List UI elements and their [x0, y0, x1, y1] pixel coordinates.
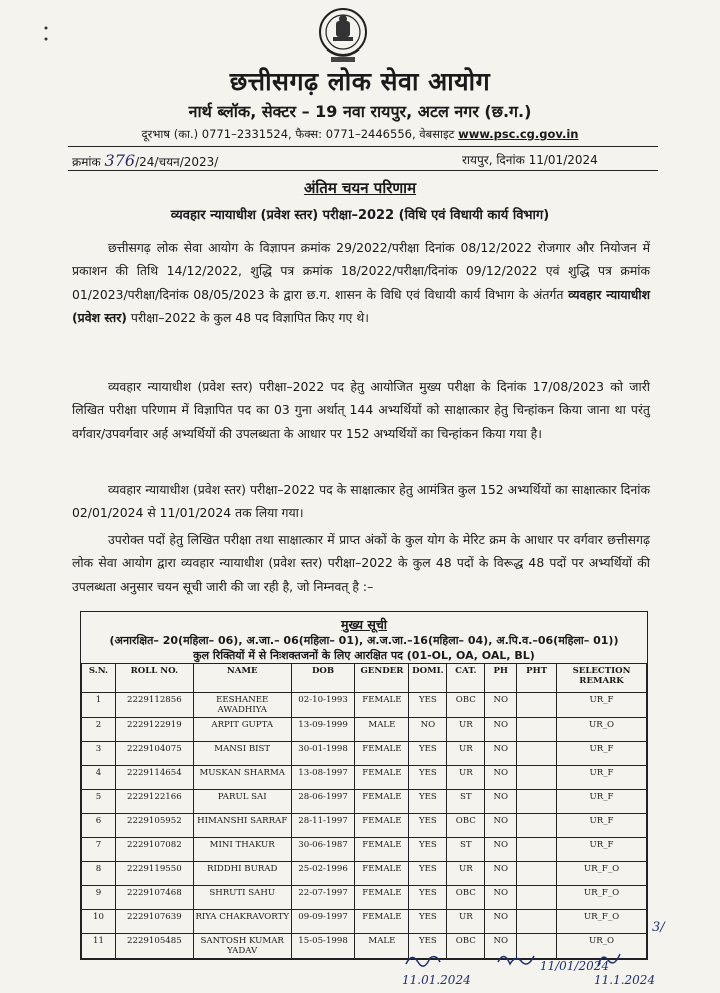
table-cell: 28-06-1997	[291, 790, 355, 814]
table-row	[82, 790, 647, 814]
reference-divider	[68, 170, 658, 171]
table-cell: SHRUTI SAHU	[193, 886, 291, 910]
table-cell: FEMALE	[355, 814, 409, 838]
table-cell: YES	[409, 934, 447, 959]
table-cell: UR_O	[557, 718, 647, 742]
table-cell: YES	[409, 910, 447, 934]
p1-text-b: परीक्षा–2022 के कुल 48 पद विज्ञापित किए गए थे।	[130, 310, 369, 326]
table-cell: 7	[82, 838, 116, 862]
table-cell	[517, 838, 557, 862]
table-cell: 2229107468	[115, 886, 193, 910]
table-cell: NO	[485, 718, 517, 742]
table-cell: 2229122919	[115, 718, 193, 742]
table-cell: FEMALE	[355, 693, 409, 718]
table-cell: UR	[447, 766, 485, 790]
paragraph-3: व्यवहार न्यायाधीश (प्रवेश स्तर) परीक्षा–2022 पद के साक्षात्कार हेतु आमंत्रित कुल 152 अभ्यर्थियों का साक्षात्कार दिनांक 02/01/2024 से 11/01/2024 तक लिया गया।	[72, 482, 650, 521]
table-cell: SANTOSH KUMAR YADAV	[193, 934, 291, 959]
table-cell	[517, 814, 557, 838]
selection-list-title: मुख्य सूची	[340, 617, 387, 632]
table-cell: UR	[447, 742, 485, 766]
column-header: ROLL NO.	[115, 664, 193, 693]
table-cell: 25-02-1996	[291, 862, 355, 886]
table-cell: 9	[82, 886, 116, 910]
table-cell: MINI THAKUR	[193, 838, 291, 862]
table-row	[82, 886, 647, 910]
signature-scribble-icon	[402, 950, 442, 970]
table-row	[82, 766, 647, 790]
column-header: DOB	[291, 664, 355, 693]
selection-table	[81, 663, 647, 959]
page-subtitle: व्यवहार न्यायाधीश (प्रवेश स्तर) परीक्षा–2022 (विधि एवं विधायी कार्य विभाग)	[170, 208, 550, 223]
table-cell: NO	[485, 862, 517, 886]
table-cell	[517, 862, 557, 886]
table-cell: YES	[409, 693, 447, 718]
table-row	[82, 742, 647, 766]
table-cell: 2229107082	[115, 838, 193, 862]
table-cell: FEMALE	[355, 742, 409, 766]
signature-1	[402, 950, 471, 987]
table-cell: 28-11-1997	[291, 814, 355, 838]
contact-text: दूरभाष (का.) 0771–2331524, फैक्स: 0771–2446556, वेबसाइट	[141, 127, 455, 141]
signature-3	[594, 950, 655, 987]
table-cell: 2229107639	[115, 910, 193, 934]
table-cell: MALE	[355, 718, 409, 742]
table-cell: NO	[485, 742, 517, 766]
table-cell: 2229104075	[115, 742, 193, 766]
table-cell: UR	[447, 862, 485, 886]
table-cell: NO	[485, 790, 517, 814]
table-cell: FEMALE	[355, 862, 409, 886]
table-cell: 2229105485	[115, 934, 193, 959]
table-cell: 2229119550	[115, 862, 193, 886]
table-cell: HIMANSHI SARRAF	[193, 814, 291, 838]
table-cell: 13-08-1997	[291, 766, 355, 790]
table-cell: FEMALE	[355, 910, 409, 934]
table-cell: NO	[485, 934, 517, 959]
table-cell: 02-10-1993	[291, 693, 355, 718]
table-cell: YES	[409, 814, 447, 838]
table-cell: MUSKAN SHARMA	[193, 766, 291, 790]
table-cell: 1	[82, 693, 116, 718]
table-row	[82, 910, 647, 934]
column-header: DOMI.	[409, 664, 447, 693]
column-header: S.N.	[82, 664, 116, 693]
margin-note: 3/	[652, 920, 665, 935]
table-cell	[517, 718, 557, 742]
table-cell: NO	[485, 766, 517, 790]
state-emblem-icon	[317, 6, 369, 66]
signature-3-date: 11.1.2024	[594, 973, 656, 987]
table-cell: UR_F	[557, 814, 647, 838]
table-cell: UR_F	[557, 693, 647, 718]
table-cell: NO	[485, 814, 517, 838]
ref-handwritten-number: 376	[104, 151, 136, 170]
page-title: अंतिम चयन परिणाम	[303, 179, 417, 197]
column-header: PH	[485, 664, 517, 693]
table-cell: YES	[409, 886, 447, 910]
table-cell: YES	[409, 862, 447, 886]
table-cell: FEMALE	[355, 838, 409, 862]
margin-mark-icon	[44, 26, 48, 42]
table-cell: 15-05-1998	[291, 934, 355, 959]
table-cell: FEMALE	[355, 886, 409, 910]
table-cell: FEMALE	[355, 766, 409, 790]
column-header: CAT.	[447, 664, 485, 693]
table-cell: MANSI BIST	[193, 742, 291, 766]
table-cell: YES	[409, 838, 447, 862]
signature-2	[496, 950, 609, 973]
table-cell: OBC	[447, 886, 485, 910]
org-name: छत्तीसगढ़ लोक सेवा आयोग	[229, 67, 491, 96]
table-cell: NO	[485, 693, 517, 718]
table-cell: 22-07-1997	[291, 886, 355, 910]
table-cell: OBC	[447, 814, 485, 838]
table-cell: 2229122166	[115, 790, 193, 814]
signature-1-date: 11.01.2024	[402, 973, 471, 987]
paragraph-2: व्यवहार न्यायाधीश (प्रवेश स्तर) परीक्षा–2022 पद हेतु आयोजित मुख्य परीक्षा के दिनांक 17/08/2023 को जारी लिखित परीक्षा परिणाम में विज्ञापित पद का 03 गुना अर्थात् 144 अभ्यर्थियों को साक्षात्कार हेतु चिन्हांकन किया जाना था परंतु वर्गवार/उपवर्गवार अर्ह अभ्यर्थियों की उपलब्धता के आधार पर 152 अभ्यर्थियों का चिन्हांकन किया गया है।	[72, 379, 650, 441]
p1-text-a: छत्तीसगढ़ लोक सेवा आयोग के विज्ञापन क्रमांक 29/2022/परीक्षा दिनांक 08/12/2022 रोजगार और नियोजन में प्रकाशन की तिथि 14/12/2022, शुद्धि पत्र क्रमांक 18/2022/परीक्षा/दिनांक 09/12/2022 एवं शुद्धि पत्र क्रमांक 01/2023/परीक्षा/दिनांक 08/05/2023 के द्वारा छ.ग. शासन के विधि एवं विधायी कार्य विभाग के अंतर्गत	[72, 240, 650, 302]
column-header: NAME	[193, 664, 291, 693]
table-cell: ARPIT GUPTA	[193, 718, 291, 742]
table-cell	[517, 766, 557, 790]
org-contact	[0, 127, 720, 142]
table-cell: EESHANEE AWADHIYA	[193, 693, 291, 718]
table-cell: YES	[409, 766, 447, 790]
column-header: PHT	[517, 664, 557, 693]
table-cell: PARUL SAI	[193, 790, 291, 814]
table-cell: ST	[447, 790, 485, 814]
signature-2-date: 11/01/2024	[539, 959, 609, 973]
website-link[interactable]: www.psc.cg.gov.in	[458, 127, 579, 141]
table-cell: 11	[82, 934, 116, 959]
table-body	[82, 693, 647, 959]
table-cell: ST	[447, 838, 485, 862]
table-cell: YES	[409, 790, 447, 814]
table-cell: 09-09-1997	[291, 910, 355, 934]
table-cell	[517, 693, 557, 718]
table-cell	[517, 910, 557, 934]
ref-suffix: /24/चयन/2023/	[135, 155, 219, 169]
table-cell	[517, 790, 557, 814]
table-cell: OBC	[447, 693, 485, 718]
table-row	[82, 814, 647, 838]
table-cell: UR_F	[557, 790, 647, 814]
table-cell: 13-09-1999	[291, 718, 355, 742]
table-cell: UR	[447, 910, 485, 934]
table-row	[82, 693, 647, 718]
table-cell: UR_F_O	[557, 862, 647, 886]
table-cell: UR	[447, 718, 485, 742]
reference-number	[72, 151, 218, 170]
signature-scribble-icon	[496, 950, 536, 970]
table-cell: 6	[82, 814, 116, 838]
table-row	[82, 838, 647, 862]
table-cell: UR_F_O	[557, 910, 647, 934]
table-cell: 2229114654	[115, 766, 193, 790]
table-cell: 30-01-1998	[291, 742, 355, 766]
table-cell: MALE	[355, 934, 409, 959]
table-cell: 5	[82, 790, 116, 814]
table-cell: UR_F	[557, 742, 647, 766]
org-address: नार्थ ब्लॉक, सेक्टर – 19 नवा रायपुर, अटल नगर (छ.ग.)	[188, 102, 532, 121]
table-cell: OBC	[447, 934, 485, 959]
table-cell: 4	[82, 766, 116, 790]
table-cell: RIYA CHAKRAVORTY	[193, 910, 291, 934]
selection-list-reserved-note: कुल रिक्तियों में से निःशक्तजनों के लिए आरक्षित पद (01-OL, OA, OAL, BL)	[193, 649, 535, 662]
selection-list	[80, 611, 648, 960]
signature-scribble-icon	[594, 950, 624, 970]
table-row	[82, 718, 647, 742]
table-cell: NO	[485, 886, 517, 910]
table-cell: 3	[82, 742, 116, 766]
column-header: SELECTION REMARK	[557, 664, 647, 693]
table-cell: 8	[82, 862, 116, 886]
table-cell: UR_F	[557, 838, 647, 862]
header-divider	[68, 146, 658, 147]
table-header-row	[82, 664, 647, 693]
table-cell: 2	[82, 718, 116, 742]
table-cell: 10	[82, 910, 116, 934]
p1-bold: व्यवहार न्यायाधीश (प्रवेश स्तर)	[72, 286, 650, 326]
place-date: रायपुर, दिनांक 11/01/2024	[462, 153, 598, 167]
table-cell: NO	[409, 718, 447, 742]
table-cell: 2229112856	[115, 693, 193, 718]
selection-list-header	[81, 612, 647, 663]
ref-prefix: क्रमांक	[72, 155, 101, 169]
column-header: GENDER	[355, 664, 409, 693]
table-cell: UR_F	[557, 766, 647, 790]
table-cell: RIDDHI BURAD	[193, 862, 291, 886]
table-cell: 30-06-1987	[291, 838, 355, 862]
table-cell: UR_O	[557, 934, 647, 959]
table-cell: NO	[485, 910, 517, 934]
table-cell	[517, 742, 557, 766]
paragraph-4: उपरोक्त पदों हेतु लिखित परीक्षा तथा साक्षात्कार में प्राप्त अंकों के कुल योग के मेरिट क्रम के आधार पर वर्गवार छत्तीसगढ़ लोक सेवा आयोग द्वारा व्यवहार न्यायाधीश (प्रवेश स्तर) परीक्षा–2022 के कुल 48 पदों के विरूद्ध 48 पदों पर अभ्यर्थियों की उपलब्धता अनुसार चयन सूची जारी की जा रही है, जो निम्नवत् है :–	[72, 532, 650, 594]
table-cell: UR_F_O	[557, 886, 647, 910]
selection-list-summary: (अनारक्षित– 20(महिला– 06), अ.जा.– 06(महिला– 01), अ.ज.जा.–16(महिला– 04), अ.पि.व.–06(महिला– 01))	[109, 634, 619, 647]
table-cell: 2229105952	[115, 814, 193, 838]
paragraph-1	[72, 236, 650, 330]
table-row	[82, 862, 647, 886]
table-cell: NO	[485, 838, 517, 862]
table-cell	[517, 886, 557, 910]
table-cell: FEMALE	[355, 790, 409, 814]
table-cell: YES	[409, 742, 447, 766]
